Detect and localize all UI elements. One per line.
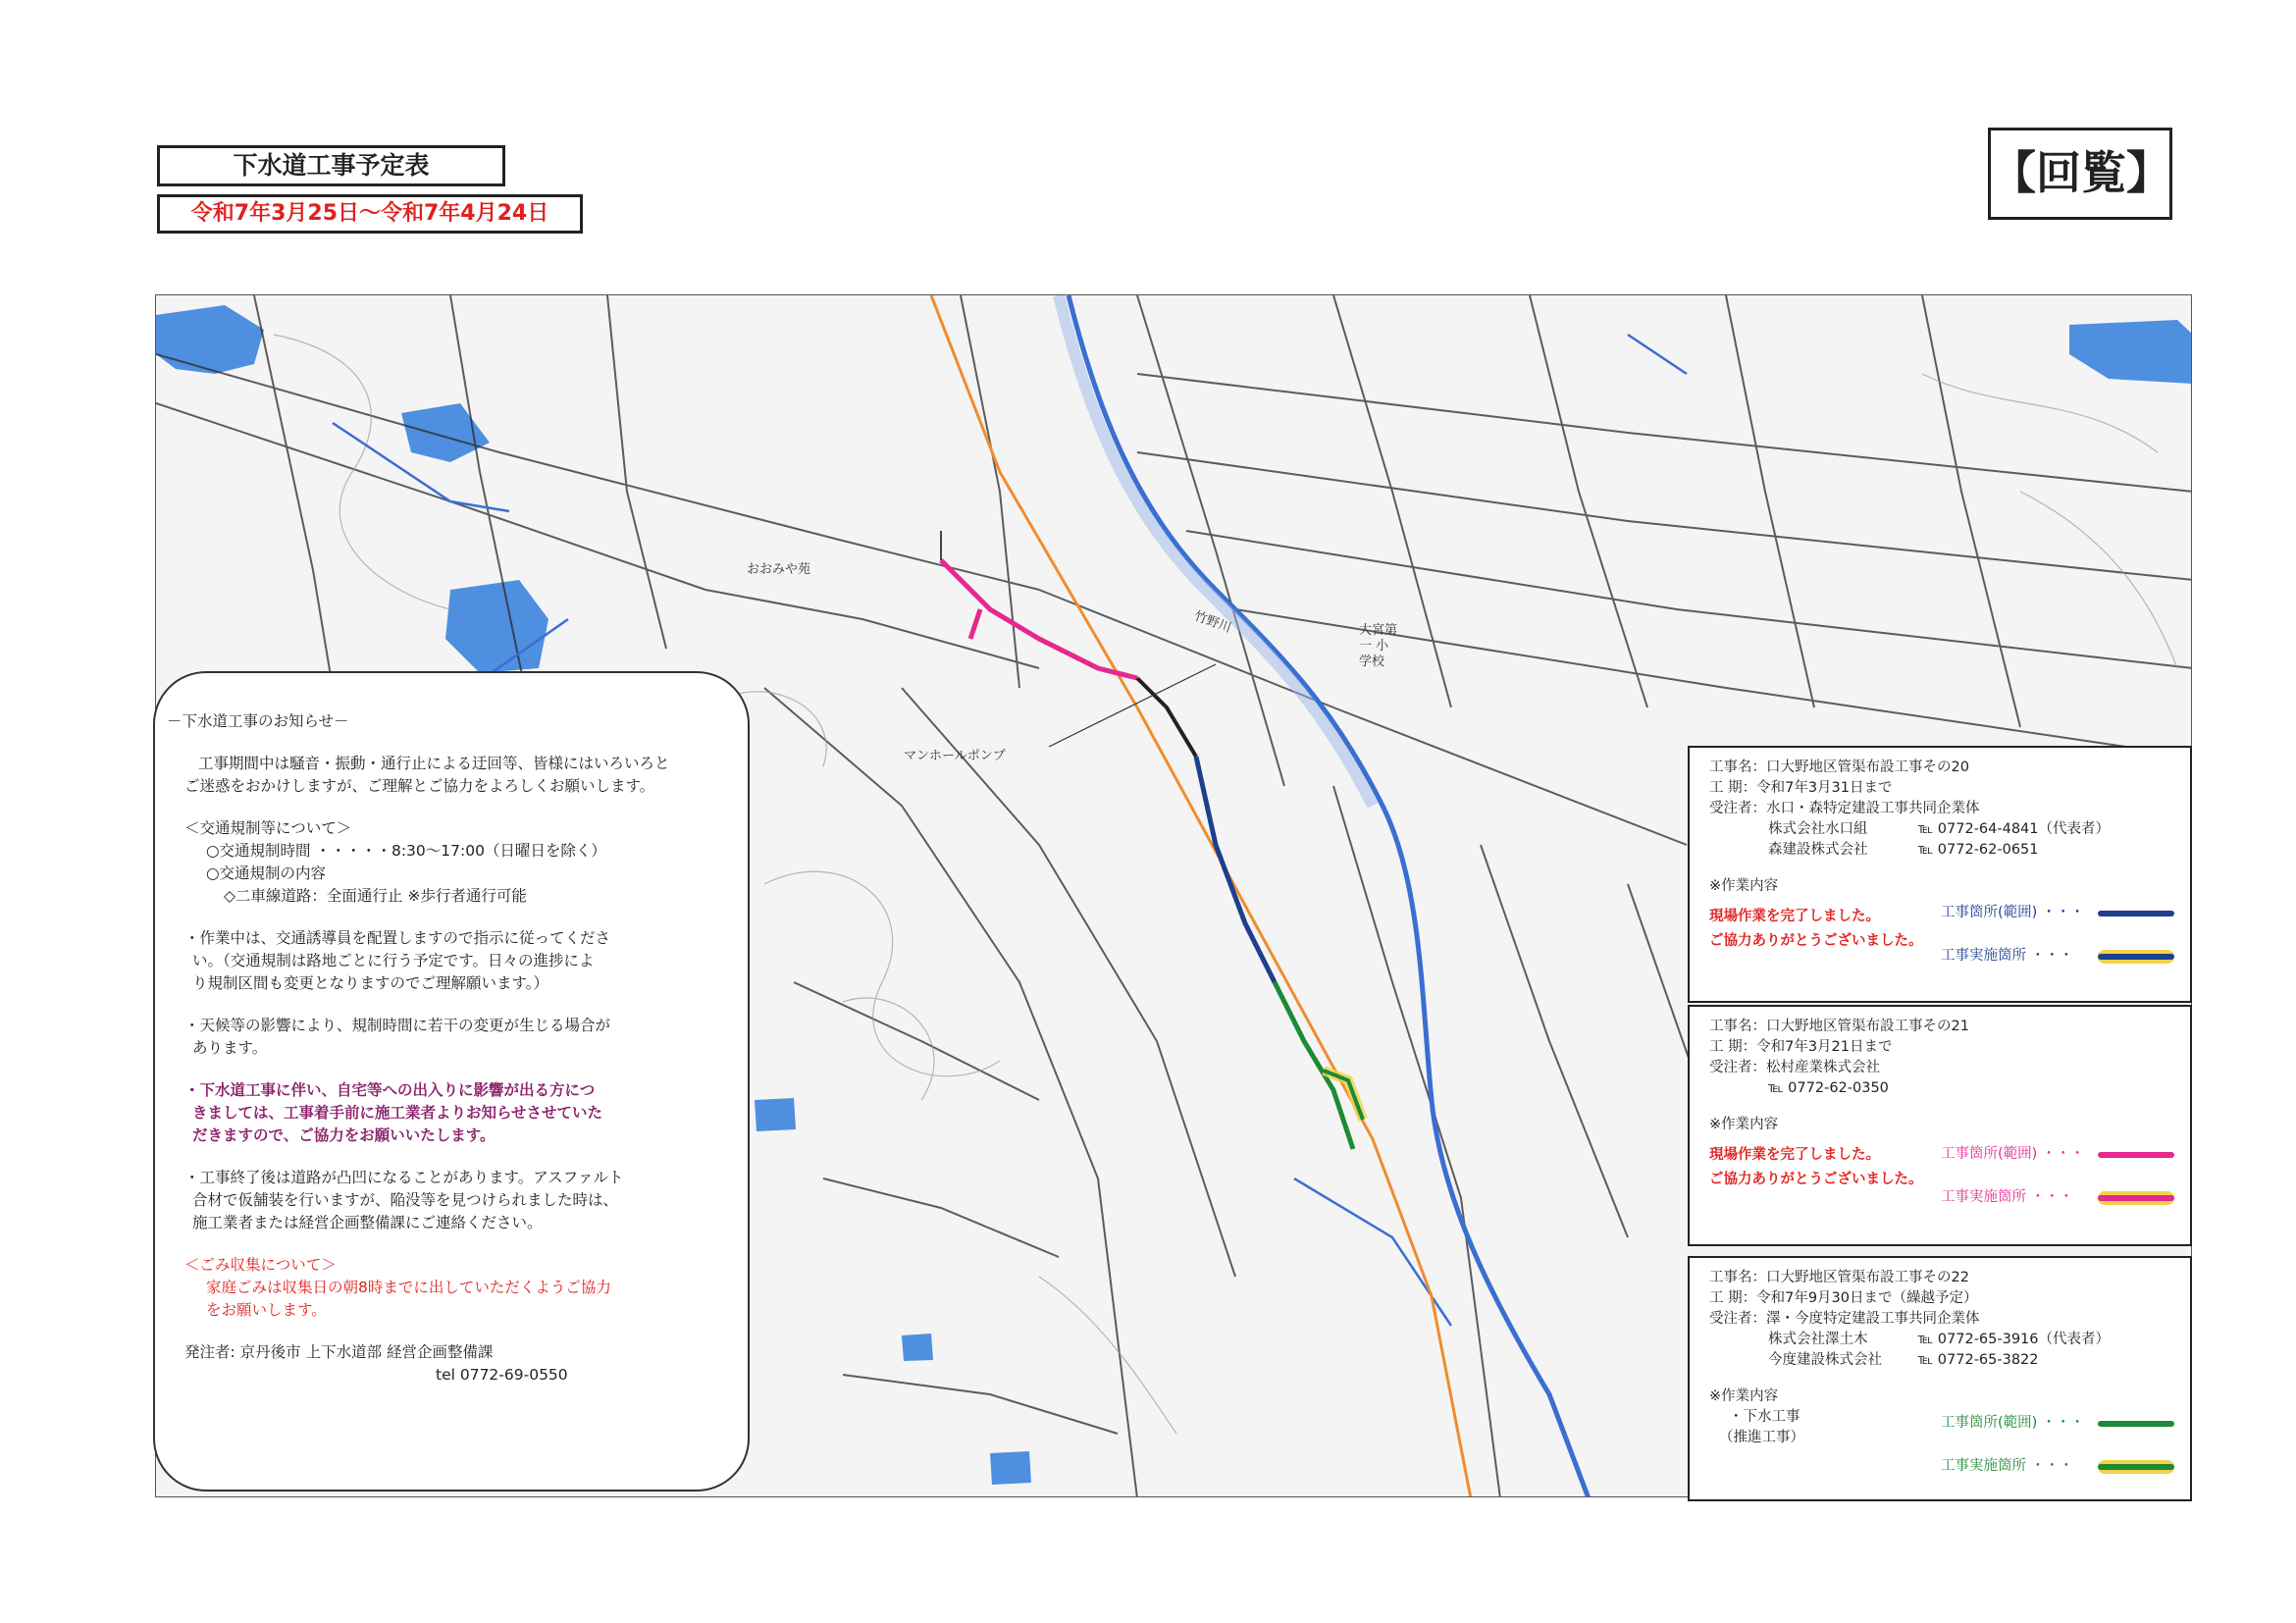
project-contractor: 受注者：水口・森特定建設工事共同企業体 <box>1709 801 1980 816</box>
company-row <box>1768 1078 2176 1099</box>
work-item: （推進工事） <box>1719 1430 1804 1445</box>
legend-active-label: 工事実施箇所 ・・・ <box>1941 1458 2074 1474</box>
company-row <box>1768 1350 2176 1371</box>
work-item: ・下水工事 <box>1729 1409 1800 1425</box>
orderer: 発注者: 京丹後市 上下水道部 経営企画整備課 <box>184 1343 494 1361</box>
garbage-2: をお願いします。 <box>206 1301 327 1319</box>
traffic-time: ○交通規制時間 ・・・・・8:30～17:00（日曜日を除く） <box>206 842 606 860</box>
pond-small-2 <box>902 1334 933 1361</box>
pond-small-4 <box>755 1098 796 1131</box>
orderer-tel: tel 0772-69-0550 <box>436 1366 568 1384</box>
company-row <box>1768 1330 2176 1350</box>
label-school: 大宮第一 小学校 <box>1359 623 1398 669</box>
status-complete: 現場作業を完了しました。 <box>1709 1147 1880 1163</box>
project-name: 工事名：口大野地区管渠布設工事その22 <box>1709 1270 1969 1285</box>
railway-line <box>931 295 1471 1497</box>
legend-range-line <box>2098 1421 2174 1427</box>
road-1: ・工事終了後は道路が凸凹になることがあります。アスファルト <box>184 1169 624 1186</box>
pond-nw <box>156 305 264 374</box>
project-term: 工 期：令和7年9月30日まで（繰越予定） <box>1709 1290 1978 1306</box>
company-name: 今度建設株式会社 <box>1768 1352 1882 1368</box>
label-river: 竹野川 <box>1191 608 1233 637</box>
route-project-22 <box>1275 982 1353 1149</box>
company-tel: ℡ 0772-65-3916（代表者） <box>1917 1332 2111 1347</box>
notice-intro-1: 工事期間中は騒音・振動・通行止による迂回等、皆様にはいろいろと <box>198 755 670 772</box>
guide-1: ・作業中は、交通誘導員を配置しますので指示に従ってくださ <box>184 929 611 947</box>
project-term: 工 期：令和7年3月21日まで <box>1709 1039 1893 1055</box>
weather-1: ・天候等の影響により、規制時間に若干の変更が生じる場合が <box>184 1017 611 1034</box>
garbage-1: 家庭ごみは収集日の朝8時までに出していただくようご協力 <box>206 1279 611 1296</box>
route-project-21 <box>941 560 1137 678</box>
status-thanks: ご協力ありがとうございました。 <box>1709 1172 1923 1187</box>
project-box-22 <box>1688 1256 2192 1501</box>
company-tel: ℡ 0772-62-0651 <box>1917 842 2039 858</box>
pond-mid <box>445 580 548 673</box>
status-thanks: ご協力ありがとうございました。 <box>1709 933 1923 949</box>
work-period: 令和7年3月25日～令和7年4月24日 <box>157 194 583 234</box>
pond-ne <box>2069 320 2192 384</box>
status-complete: 現場作業を完了しました。 <box>1709 909 1880 924</box>
project-term: 工 期：令和7年3月31日まで <box>1709 780 1893 796</box>
label-oomiya: おおみや苑 <box>747 562 811 577</box>
access-2: きましては、工事着手前に施工業者よりお知らせさせていた <box>192 1104 603 1122</box>
notice-intro-2: ご迷惑をおかけしますが、ご理解とご協力をよろしくお願いします。 <box>184 777 655 795</box>
company-name: 株式会社澤土木 <box>1768 1332 1868 1347</box>
project-name: 工事名：口大野地区管渠布設工事その21 <box>1709 1019 1969 1034</box>
traffic-heading: ＜交通規制等について＞ <box>184 819 352 837</box>
notice-heading: －下水道工事のお知らせ－ <box>167 712 349 730</box>
company-row <box>1768 840 2176 861</box>
label-manhole-pump: マンホールポンプ <box>904 749 1006 763</box>
traffic-detail: ◇二車線道路：全面通行止 ※歩行者通行可能 <box>224 887 527 905</box>
legend-range-line <box>2098 1152 2174 1158</box>
legend-range-line <box>2098 911 2174 916</box>
circulation-badge: 【回覧】 <box>1988 128 2172 220</box>
traffic-content: ○交通規制の内容 <box>206 864 327 882</box>
legend-range-label: 工事箇所(範囲) ・・・ <box>1941 1146 2085 1162</box>
project-box-21 <box>1688 1005 2192 1246</box>
legend-active-line <box>2098 1195 2174 1201</box>
legend-active-label: 工事実施箇所 ・・・ <box>1941 1189 2074 1205</box>
legend-active-line <box>2098 954 2174 960</box>
guide-2: い。（交通規制は路地ごとに行う予定です。日々の進捗によ <box>192 952 595 969</box>
company-name: 株式会社水口組 <box>1768 821 1868 837</box>
company-tel: ℡ 0772-62-0350 <box>1768 1080 1889 1096</box>
project-box-20 <box>1688 746 2192 1003</box>
notice-box <box>153 671 750 1492</box>
legend-active-label: 工事実施箇所 ・・・ <box>1941 948 2074 964</box>
legend-active-line <box>2098 1464 2174 1470</box>
company-tel: ℡ 0772-64-4841（代表者） <box>1917 821 2111 837</box>
route-project-20 <box>1196 757 1275 982</box>
company-row <box>1768 819 2176 840</box>
company-name: 森建設株式会社 <box>1768 842 1868 858</box>
river-takeno <box>1069 295 1589 1497</box>
page-title: 下水道工事予定表 <box>157 145 505 186</box>
weather-2: あります。 <box>192 1039 268 1057</box>
pond-small-3 <box>990 1451 1031 1485</box>
project-contractor: 受注者：松村産業株式会社 <box>1709 1060 1880 1075</box>
work-heading: ※作業内容 <box>1709 1388 1779 1404</box>
road-2: 合材で仮舗装を行いますが、陥没等を見つけられました時は、 <box>192 1191 619 1209</box>
legend-range-label: 工事箇所(範囲) ・・・ <box>1941 905 2085 920</box>
road-3: 施工業者または経営企画整備課にご連絡ください。 <box>192 1214 543 1231</box>
access-3: だきますので、ご協力をお願いいたします。 <box>192 1126 496 1144</box>
project-name: 工事名：口大野地区管渠布設工事その20 <box>1709 759 1969 775</box>
work-heading: ※作業内容 <box>1709 878 1779 894</box>
access-1: ・下水道工事に伴い、自宅等への出入りに影響が出る方につ <box>184 1081 596 1099</box>
project-contractor: 受注者：澤・今度特定建設工事共同企業体 <box>1709 1311 1980 1327</box>
work-heading: ※作業内容 <box>1709 1117 1779 1132</box>
company-tel: ℡ 0772-65-3822 <box>1917 1352 2039 1368</box>
garbage-heading: ＜ごみ収集について＞ <box>184 1256 337 1274</box>
guide-3: り規制区間も変更となりますのでご理解願います。） <box>192 974 549 992</box>
legend-range-label: 工事箇所(範囲) ・・・ <box>1941 1415 2085 1431</box>
